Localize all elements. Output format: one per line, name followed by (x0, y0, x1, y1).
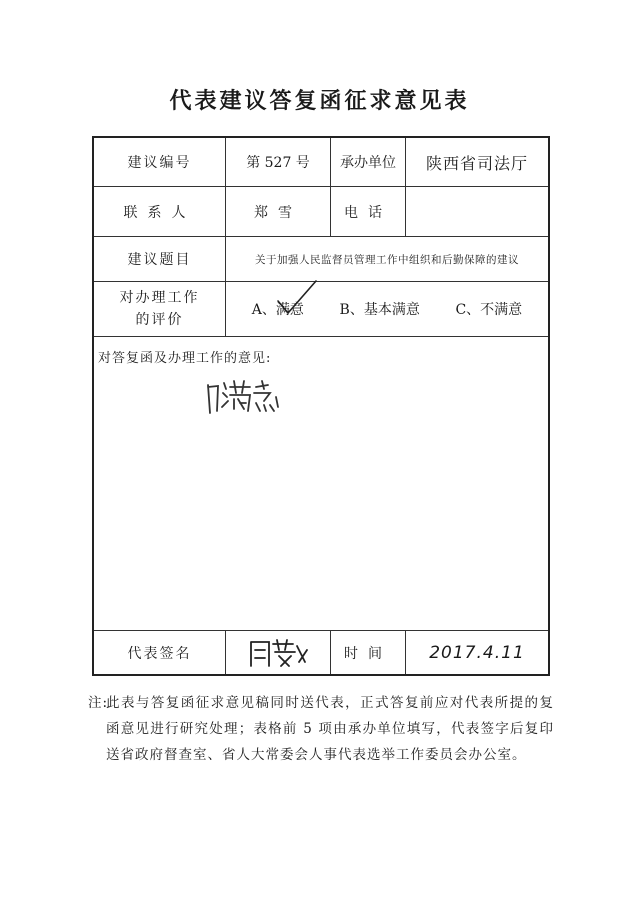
footnote-prefix: 注: (88, 695, 109, 711)
footnote (88, 690, 554, 768)
document-title: 代表建议答复函征求意见表 (169, 88, 470, 114)
opinion-label: 对答复函及办理工作的意见: (98, 351, 272, 366)
proposal-topic-label: 建议题目 (127, 252, 192, 268)
signature-area (225, 631, 330, 674)
option-satisfied-label: A、满意 (251, 302, 304, 318)
form-row-proposal-number (94, 138, 548, 187)
proposal-topic-value: 关于加强人民监督员管理工作中组织和后勤保障的建议 (225, 237, 548, 281)
contact-person-value: 郑雪 (225, 187, 330, 236)
evaluation-label-line1: 对办理工作 (119, 290, 200, 306)
form-row-contact (94, 187, 548, 237)
signature-label: 代表签名 (127, 645, 192, 662)
proposal-number-label: 建议编号 (127, 155, 192, 171)
option-basic-satisfied: B、基本满意 (339, 302, 420, 318)
form-row-signature (94, 631, 548, 674)
check-mark-icon (274, 279, 318, 319)
form-row-evaluation (94, 282, 548, 337)
proposal-number-value: 第 527 号 (225, 138, 330, 186)
evaluation-label-line2: 的评价 (135, 312, 184, 328)
form-row-opinion (94, 337, 548, 631)
footnote-text: 此表与答复函征求意见稿同时送代表，正式答复前应对代表所提的复函意见进行研究处理；表格前 5 项由承办单位填写，代表签字后复印送省政府督查室、省人大常委会人事代表选举工作委员会办公室。 (106, 695, 554, 763)
contact-person-label: 联系人 (123, 204, 196, 221)
evaluation-label (94, 282, 225, 336)
phone-label: 电话 (330, 187, 405, 236)
handling-unit-label: 承办单位 (330, 138, 405, 186)
representative-signature (243, 636, 313, 670)
handwritten-opinion-signature (204, 377, 284, 417)
phone-value (405, 187, 548, 236)
option-satisfied (252, 299, 304, 319)
time-label: 时间 (330, 631, 405, 674)
evaluation-options (225, 282, 548, 336)
time-value: 2017.4.11 (405, 631, 548, 674)
handling-unit-value: 陕西省司法厅 (405, 138, 548, 186)
option-unsatisfied: C、不满意 (455, 302, 523, 318)
form-row-topic (94, 237, 548, 282)
feedback-form-table (92, 136, 550, 676)
